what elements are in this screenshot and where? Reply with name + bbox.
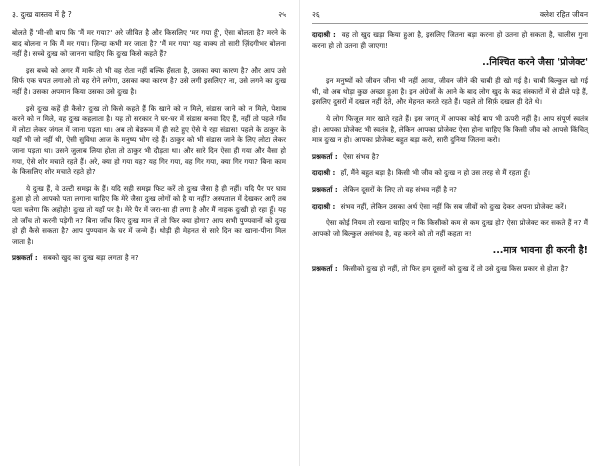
right-paragraph-1: इन मनुष्यों को जीवन जीना भी नहीं आया, जीवन जीने की चाबी ही खो गई है। चाबी बिल्कुल खो गई थी, वो अब थोड़ा कुछ अच्छा हुआ है। इन अंग्रेजों के आने के बाद लोग खुद के कद्र संस्कारों में से ढीले पड़े हैं, इसलिए दुसरों में दखल नहीं देते, और मेहनत करते रहते हैं। पहले तो सिर्फ़ दखल ही देते थे। xyxy=(312,76,588,107)
right-paragraph-3: ऐसा कोई नियम तो रखना चाहिए न कि किसीको कम से कम दुःख हो? ऐसा प्रोजेक्ट कर सकते हैं न? मैं आपको जो बिल्कुल असंभव है, वह करने को तो नहीं कहता न! xyxy=(312,218,588,238)
page-gutter xyxy=(299,0,300,466)
right-dialogue-5 xyxy=(312,202,588,213)
speaker-label: प्रश्नकर्ता : xyxy=(312,151,338,161)
speaker-label: प्रश्नकर्ता : xyxy=(312,184,338,194)
right-page xyxy=(302,0,600,466)
right-header-title: क्लेश रहित जीवन xyxy=(539,10,588,19)
speaker-label: दादाश्री : xyxy=(312,30,336,39)
left-page-number: २५ xyxy=(278,10,286,19)
right-dialogue-1 xyxy=(312,30,588,51)
speaker-label: दादाश्री : xyxy=(312,201,336,211)
left-header-title: ३. दुःख वास्तव में है ? xyxy=(12,10,72,19)
section-heading-bhavna: ...मात्र भावना ही करनी है! xyxy=(492,245,588,257)
left-paragraph-4: ये दुःख हैं, वे उल्टी समझ के हैं। यदि सही समझ फिट करें तो दुःख जैसा है ही नहीं। यदि पैर पर घाव हुआ हो तो आपको पता लगाना चाहिए कि मेरे जैसा दुःख लोगों को है या नहीं? अस्पताल में देखकर आएँ तब पता चलेगा कि अहोहो! दुःख तो यहाँ पर है। मेरे पैर में जरा-सा ही लगा है और मैं नाहक दुःखी हो रहा हूँ। यह तो जाँच तो करनी पड़ेगी न? बिना जाँच किए दुःख मान लें तो फिर क्या होगा? आप सभी पुण्यवानों को दुःख हो ही कैसे सकता है? आप पुण्यवान के घर में जन्मे हैं। थोड़ी ही मेहनत से सारे दिन का खाना-पीना मिल जाता है। xyxy=(12,183,286,246)
dialogue-text: संभव नहीं, लेकिन उसका अर्थ ऐसा नहीं कि सब जीवों को दुःख देकर अपना प्रोजेक्ट करें। xyxy=(340,201,567,211)
left-dialogue-question xyxy=(12,253,286,264)
header-rule xyxy=(312,23,588,24)
speaker-label: दादाश्री : xyxy=(312,168,336,178)
dialogue-text: लेकिन दूसरों के लिए तो वह संभव नहीं है न? xyxy=(342,184,457,194)
section-heading-project: ..निश्चित करने जैसा 'प्रोजेक्ट' xyxy=(482,57,588,69)
right-page-number: २६ xyxy=(312,10,320,19)
dialogue-text: ऐसा संभव है? xyxy=(342,151,380,161)
right-dialogue-3 xyxy=(312,168,588,179)
right-dialogue-4 xyxy=(312,185,588,196)
dialogue-text: सबको खुद का दुःख बड़ा लगता है न? xyxy=(42,253,139,263)
left-paragraph-2: इस बच्चे को अगर मैं मारूँ तो भी वह रोता नहीं बल्कि हँसता है, उसका क्या कारण है? और आप उसे सिर्फ एक चपत लगाओ तो वह रोने लगेगा, उसका क्या कारण है? उसे लगी इसलिए? ना, उसे लगने का दुःख नहीं है। उसका अपमान किया उसका उसे दुःख है। xyxy=(12,65,286,96)
speaker-label: प्रश्नकर्ता : xyxy=(312,264,338,274)
left-paragraph-3: इसे दुःख कहें ही कैसे? दुःख तो किसे कहते हैं कि खाने को न मिले, संडास जाने को न मिले, पेशाब करने को न मिले, वह दुःख कहलाता है। यह तो सरकार ने घर-घर में संडास बनवा दिए हैं, नहीं तो पहले गाँव में लोटा लेकर जंगल में जाना पड़ता था। अब तो बेडरूम में ही सटे हुए ऐसे ये रहा संडास! पहले के ठाकुर के यहाँ भी जो नहीं थी, ऐसी सुविधा आज के मनुष्य भोग रहे हैं। ठाकुर को भी संडास जाने के लिए लोटा लेकर जाना पड़ता था। उसने जुलाब लिया होता तो ठाकुर भी दौड़ता था। और सारे दिन ऐसा ही गया और वैसा हो गया, ऐसे शोर मचाते रहते हैं। अरे, क्या हो गया यह? यह गिर गया, वह गिर गया, क्या गिर गया? बिना काम के किसलिए शोर मचाते रहते हो? xyxy=(12,103,286,177)
left-page-header xyxy=(12,10,286,20)
left-page xyxy=(0,0,298,466)
right-dialogue-2 xyxy=(312,152,588,163)
right-dialogue-6 xyxy=(312,264,588,275)
left-paragraph-1: बोलते हैं 'मी-सी बाप कि 'मैं मर गया?' अरे जीवित है और किसलिए 'मर गया हूँ', ऐसा बोलता है? मरने के बाद बोलना न कि मैं मर गया। ज़िन्दा कभी मर जाता है? 'मैं मर गया' यह वाक्य तो सारी ज़िंदगीभर बोलना नहीं है। सच्चे दुःख को जानना चाहिए कि दुःख किसे कहते हैं? xyxy=(12,28,286,59)
dialogue-text: किसीको दुःख हो नहीं, तो फिर हम दूसरों को दुःख दें तो उसे दुःख किस प्रकार से होता है? xyxy=(342,264,569,274)
dialogue-text: हाँ, मैंने बहुत बड़ा है। किसी भी जीव को दुःख न हो उस तरह से मैं रहता हूँ। xyxy=(340,168,531,178)
right-page-header xyxy=(312,10,588,20)
dialogue-text: वह तो खुद खड़ा किया हुआ है, इसलिए जितना बड़ा करना हो उतना हो सकता है, चालीस गुना करना हो तो उतना ही जाएगा! xyxy=(312,30,588,50)
speaker-label: प्रश्नकर्ता : xyxy=(12,253,38,263)
right-paragraph-2: ये लोग फिजूल मार खाते रहते हैं। इस जगत् में आपका कोई बाप भी ऊपरी नहीं है। आप संपूर्ण स्वतंत्र हो। आपका प्रोजेक्ट भी स्वतंत्र है, लेकिन आपका प्रोजेक्ट ऐसा होना चाहिए कि किसी जीव को आपसे किंचित् मात्र दुःख न हो। आपका प्रोजेक्ट बहुत बड़ा करो, सारी दुनिया जितना करो। xyxy=(312,113,588,145)
